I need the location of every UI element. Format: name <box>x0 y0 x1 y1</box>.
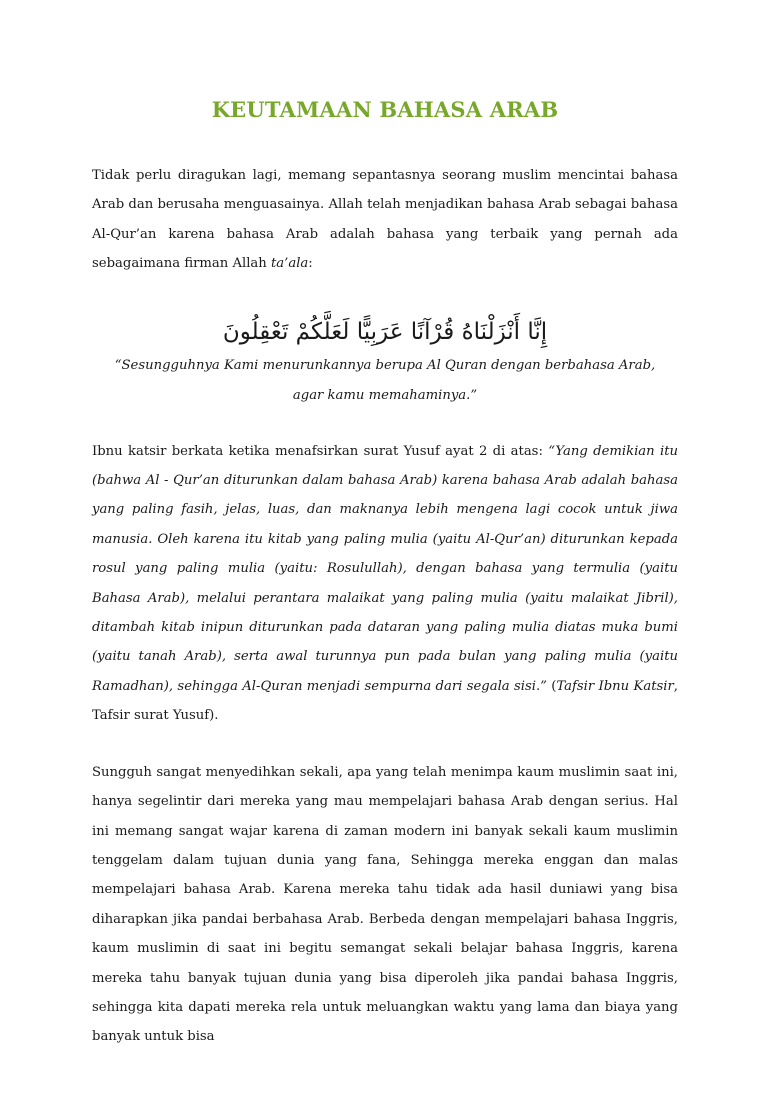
paragraph-reflection: Sungguh sangat menyedihkan sekali, apa yang telah menimpa kaum muslimin saat ini, hanya segelintir dari mereka yang mau mempelajari bahasa Arab dengan serius. Hal ini memang sangat wajar karena di zaman modern ini banyak sekali kaum muslimin tenggelam dalam tujuan dunia yang fana, Sehingga mereka enggan dan malas mempelajari bahasa Arab. Karena mereka tahu tidak ada hasil duniawi yang bisa diharapkan jika pandai berbahasa Arab. Berbeda dengan mempelajari bahasa Inggris, kaum muslimin di saat ini begitu semangat sekali belajar bahasa Inggris, karena mereka tahu banyak tujuan dunia yang bisa diperoleh jika pandai bahasa Inggris, sehingga kita dapati mereka rela untuk meluangkan waktu yang lama dan biaya yang banyak untuk bisa <box>92 764 678 1045</box>
paragraph-tafsir-lead: Ibnu katsir berkata ketika menafsirkan surat Yusuf ayat 2 di atas: <box>92 443 549 459</box>
arabic-verse: إِنَّا أَنْزَلْنَاهُ قُرْآنًا عَرَبِيًّا لَعَلَّكُمْ تَعْقِلُونَ <box>222 318 548 345</box>
paragraph-intro-end: : <box>308 256 313 272</box>
paragraph-tafsir-source-title: Tafsir Ibnu Katsir <box>556 678 674 694</box>
document-page <box>0 96 768 1120</box>
paragraph-tafsir-source-open: ( <box>546 678 557 694</box>
document-title: KEUTAMAAN BAHASA ARAB <box>211 97 559 122</box>
paragraph-tafsir-quote: “Yang demikian itu (bahwa Al - Qur’an diturunkan dalam bahasa Arab) karena bahasa Arab adalah bahasa yang paling fasih, jelas, luas, dan maknanya lebih mengena lagi cocok untuk jiwa manusia. Oleh karena itu kitab yang paling mulia (yaitu Al-Qur’an) diturunkan kepada rosul yang paling mulia (yaitu: Rosulullah), dengan bahasa yang termulia (yaitu Bahasa Arab), melalui perantara malaikat yang paling mulia (yaitu malaikat Jibril), ditambah kitab inipun diturunkan pada dataran yang paling mulia diatas muka bumi (yaitu tanah Arab), serta awal turunnya pun pada bulan yang paling mulia (yaitu Ramadhan), sehingga Al-Quran menjadi sempurna dari segala sisi.” <box>92 443 678 694</box>
paragraph-intro-emphasis: ta’ala <box>270 256 309 272</box>
verse-translation: “Sesungguhnya Kami menurunkannya berupa Al Quran dengan berbahasa Arab, agar kamu memahaminya.” <box>114 357 656 403</box>
paragraph-tafsir-source-rest: , Tafsir surat Yusuf). <box>92 678 678 724</box>
paragraph-intro-text: Tidak perlu diragukan lagi, memang sepantasnya seorang muslim mencintai bahasa Arab dan berusaha menguasainya. Allah telah menjadikan bahasa Arab sebagai bahasa Al-Qur’an karena bahasa Arab adalah bahasa yang terbaik yang pernah ada sebagaimana firman Allah <box>92 168 678 272</box>
paragraph-intro <box>92 161 678 279</box>
paragraph-tafsir <box>92 437 678 731</box>
